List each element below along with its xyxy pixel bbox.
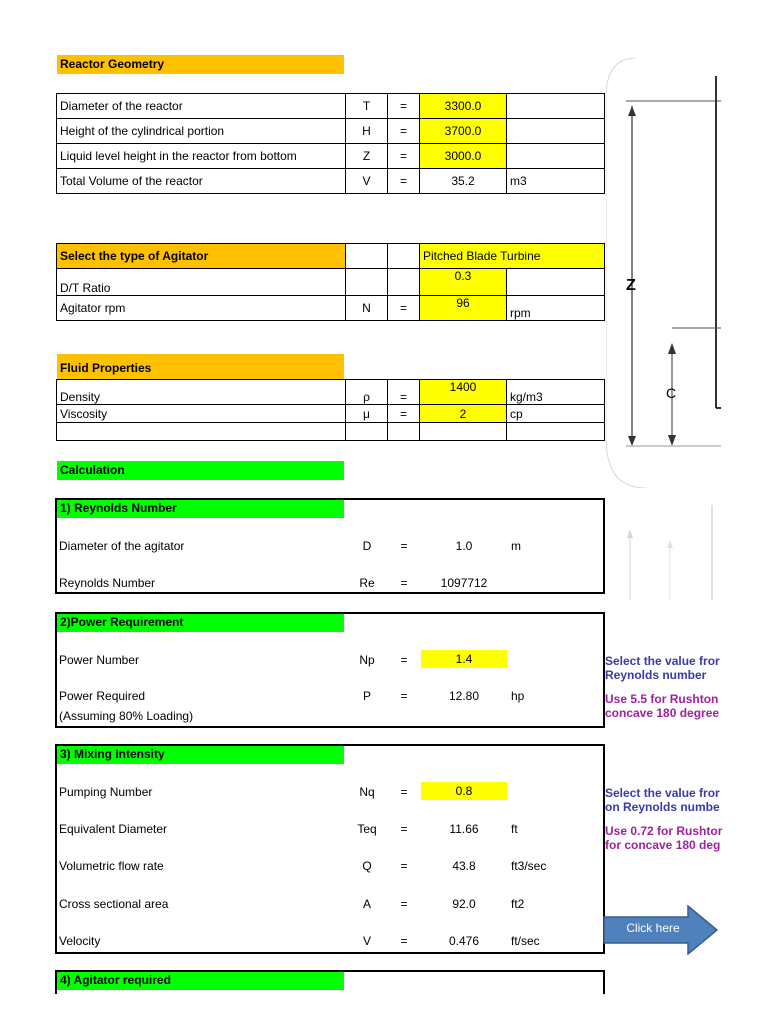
cell-equals: = <box>388 119 420 144</box>
cell-symbol: ρ <box>346 380 388 405</box>
cell-symbol: N <box>346 296 388 321</box>
cell-empty <box>507 423 605 441</box>
cell-unit: m3 <box>507 169 605 194</box>
note-line: Select the value fror <box>605 654 720 668</box>
power-number-note <box>605 654 768 682</box>
cell-label: Volumetric flow rate <box>59 859 164 873</box>
agitator-required-header: 4) Agitator required <box>57 972 344 990</box>
cell-symbol: μ <box>346 405 388 423</box>
table-row <box>57 405 605 423</box>
cell-symbol: V <box>362 934 371 948</box>
cell-sublabel: (Assuming 80% Loading) <box>59 709 194 723</box>
cell-equals: = <box>400 822 408 836</box>
click-here-button[interactable] <box>603 905 718 955</box>
cell-symbol: V <box>346 169 388 194</box>
cell-unit: cp <box>507 405 605 423</box>
cell-value: 1097712 <box>440 576 488 590</box>
cell-unit: ft/sec <box>511 934 540 948</box>
cell-label: Power Required <box>59 689 146 703</box>
power-header: 2)Power Requirement <box>57 614 344 632</box>
cell-unit: rpm <box>507 296 605 321</box>
cell-empty <box>346 244 388 269</box>
input-diameter-reactor[interactable]: 3300.0 <box>420 94 507 119</box>
cell-label: Pumping Number <box>59 785 153 799</box>
cell-symbol: P <box>362 689 371 703</box>
cell-empty <box>388 244 420 269</box>
reynolds-header: 1) Reynolds Number <box>57 500 344 518</box>
cell-symbol: Np <box>359 653 375 667</box>
cell-label: Reynolds Number <box>59 576 156 590</box>
cell-value: 0.476 <box>448 934 480 948</box>
cell-symbol: Teq <box>357 822 377 836</box>
mixing-section <box>55 744 605 954</box>
cell-unit: ft <box>511 822 518 836</box>
input-pumping-number[interactable]: 0.8 <box>421 782 507 800</box>
cell-equals: = <box>388 380 420 405</box>
agitator-table <box>56 243 605 321</box>
cell-unit: kg/m3 <box>507 380 605 405</box>
cell-empty <box>346 269 388 296</box>
cell-value: 35.2 <box>420 169 507 194</box>
cell-equals: = <box>400 934 408 948</box>
calculation-header: Calculation <box>57 461 344 480</box>
cell-empty <box>346 423 388 441</box>
cell-label: Height of the cylindrical portion <box>57 119 346 144</box>
cell-unit: ft3/sec <box>511 859 547 873</box>
agitator-type-header: Select the type of Agitator <box>57 244 346 269</box>
cell-equals: = <box>388 144 420 169</box>
input-height-cylinder[interactable]: 3700.0 <box>420 119 507 144</box>
note-line: Select the value fror <box>605 786 720 800</box>
agitator-required-section <box>55 970 605 994</box>
cell-symbol: Z <box>346 144 388 169</box>
reactor-diagram-image <box>606 58 768 488</box>
cell-symbol: Re <box>359 576 375 590</box>
cell-equals: = <box>400 576 408 590</box>
input-power-number[interactable]: 1.4 <box>421 650 507 668</box>
cell-symbol: Nq <box>359 785 375 799</box>
cell-empty <box>388 269 420 296</box>
cell-label: Total Volume of the reactor <box>57 169 346 194</box>
fluid-properties-header: Fluid Properties <box>57 354 344 379</box>
cell-label: Velocity <box>59 934 101 948</box>
cell-label: Density <box>57 380 346 405</box>
cell-unit: m <box>511 539 521 553</box>
input-dt-ratio[interactable]: 0.3 <box>420 269 507 296</box>
cell-equals: = <box>388 296 420 321</box>
cell-label: Equivalent Diameter <box>59 822 168 836</box>
cell-symbol: D <box>362 539 372 553</box>
input-liquid-level[interactable]: 3000.0 <box>420 144 507 169</box>
mixing-header: 3) Mixing Intensity <box>57 746 344 764</box>
fluid-table <box>56 379 605 441</box>
power-section <box>55 612 605 728</box>
cell-equals: = <box>388 169 420 194</box>
cell-unit: ft2 <box>511 897 525 911</box>
note-line: Use 0.72 for Rushtor <box>605 824 723 838</box>
cell-symbol: T <box>346 94 388 119</box>
cell-value: 12.80 <box>448 689 480 703</box>
table-row <box>57 296 605 321</box>
cell-equals: = <box>400 653 408 667</box>
cell-value: 11.66 <box>449 822 479 836</box>
table-row <box>57 244 605 269</box>
cell-label: Liquid level height in the reactor from bottom <box>57 144 346 169</box>
cell-label: Viscosity <box>57 405 346 423</box>
cell-unit <box>507 119 605 144</box>
note-line: Reynolds number <box>605 668 707 682</box>
cell-equals: = <box>388 405 420 423</box>
cell-equals: = <box>400 785 408 799</box>
rushton-pumping-note <box>605 824 768 852</box>
diagram-faded-copy <box>608 500 768 605</box>
cell-value: 1.0 <box>455 539 473 553</box>
input-density[interactable]: 1400 <box>420 380 507 405</box>
note-line: for concave 180 deg <box>605 838 721 852</box>
table-row <box>57 269 605 296</box>
cell-label: Power Number <box>59 653 140 667</box>
cell-symbol: H <box>346 119 388 144</box>
table-row <box>57 144 605 169</box>
cell-value: 43.8 <box>452 859 476 873</box>
cell-equals: = <box>400 539 408 553</box>
table-row <box>57 94 605 119</box>
note-line: on Reynolds numbe <box>605 800 720 814</box>
table-row <box>57 380 605 405</box>
cell-label: Cross sectional area <box>59 897 169 911</box>
cell-equals: = <box>400 897 408 911</box>
cell-empty <box>420 423 507 441</box>
agitator-type-select[interactable]: Pitched Blade Turbine <box>420 244 605 269</box>
pumping-number-note <box>605 786 768 814</box>
note-line: concave 180 degree <box>605 706 720 720</box>
cell-unit: hp <box>511 689 525 703</box>
cell-equals: = <box>400 689 408 703</box>
note-line: Use 5.5 for Rushton <box>605 692 719 706</box>
cell-label: Agitator rpm <box>57 296 346 321</box>
cell-empty <box>388 423 420 441</box>
cell-label: D/T Ratio <box>57 269 346 296</box>
cell-empty <box>507 269 605 296</box>
cell-unit <box>507 94 605 119</box>
reynolds-section <box>55 498 605 594</box>
cell-empty <box>57 423 346 441</box>
rushton-note <box>605 692 768 720</box>
reactor-geometry-header: Reactor Geometry <box>57 55 344 74</box>
input-agitator-rpm[interactable]: 96 <box>420 296 507 321</box>
diagram-z-label: Z <box>626 277 636 294</box>
table-row <box>57 119 605 144</box>
cell-label: Diameter of the reactor <box>57 94 346 119</box>
cell-equals: = <box>400 859 408 873</box>
cell-equals: = <box>388 94 420 119</box>
diagram-faded-image <box>608 500 768 605</box>
reactor-geometry-table <box>56 93 605 194</box>
click-here-label: Click here <box>626 921 680 935</box>
cell-symbol: Q <box>362 859 372 873</box>
reactor-diagram <box>606 58 768 488</box>
table-row <box>57 423 605 441</box>
diagram-c-label: C <box>666 385 677 401</box>
cell-value: 92.0 <box>452 897 476 911</box>
cell-symbol: A <box>362 897 371 911</box>
cell-unit <box>507 144 605 169</box>
table-row <box>57 169 605 194</box>
input-viscosity[interactable]: 2 <box>420 405 507 423</box>
cell-label: Diameter of the agitator <box>59 539 185 553</box>
